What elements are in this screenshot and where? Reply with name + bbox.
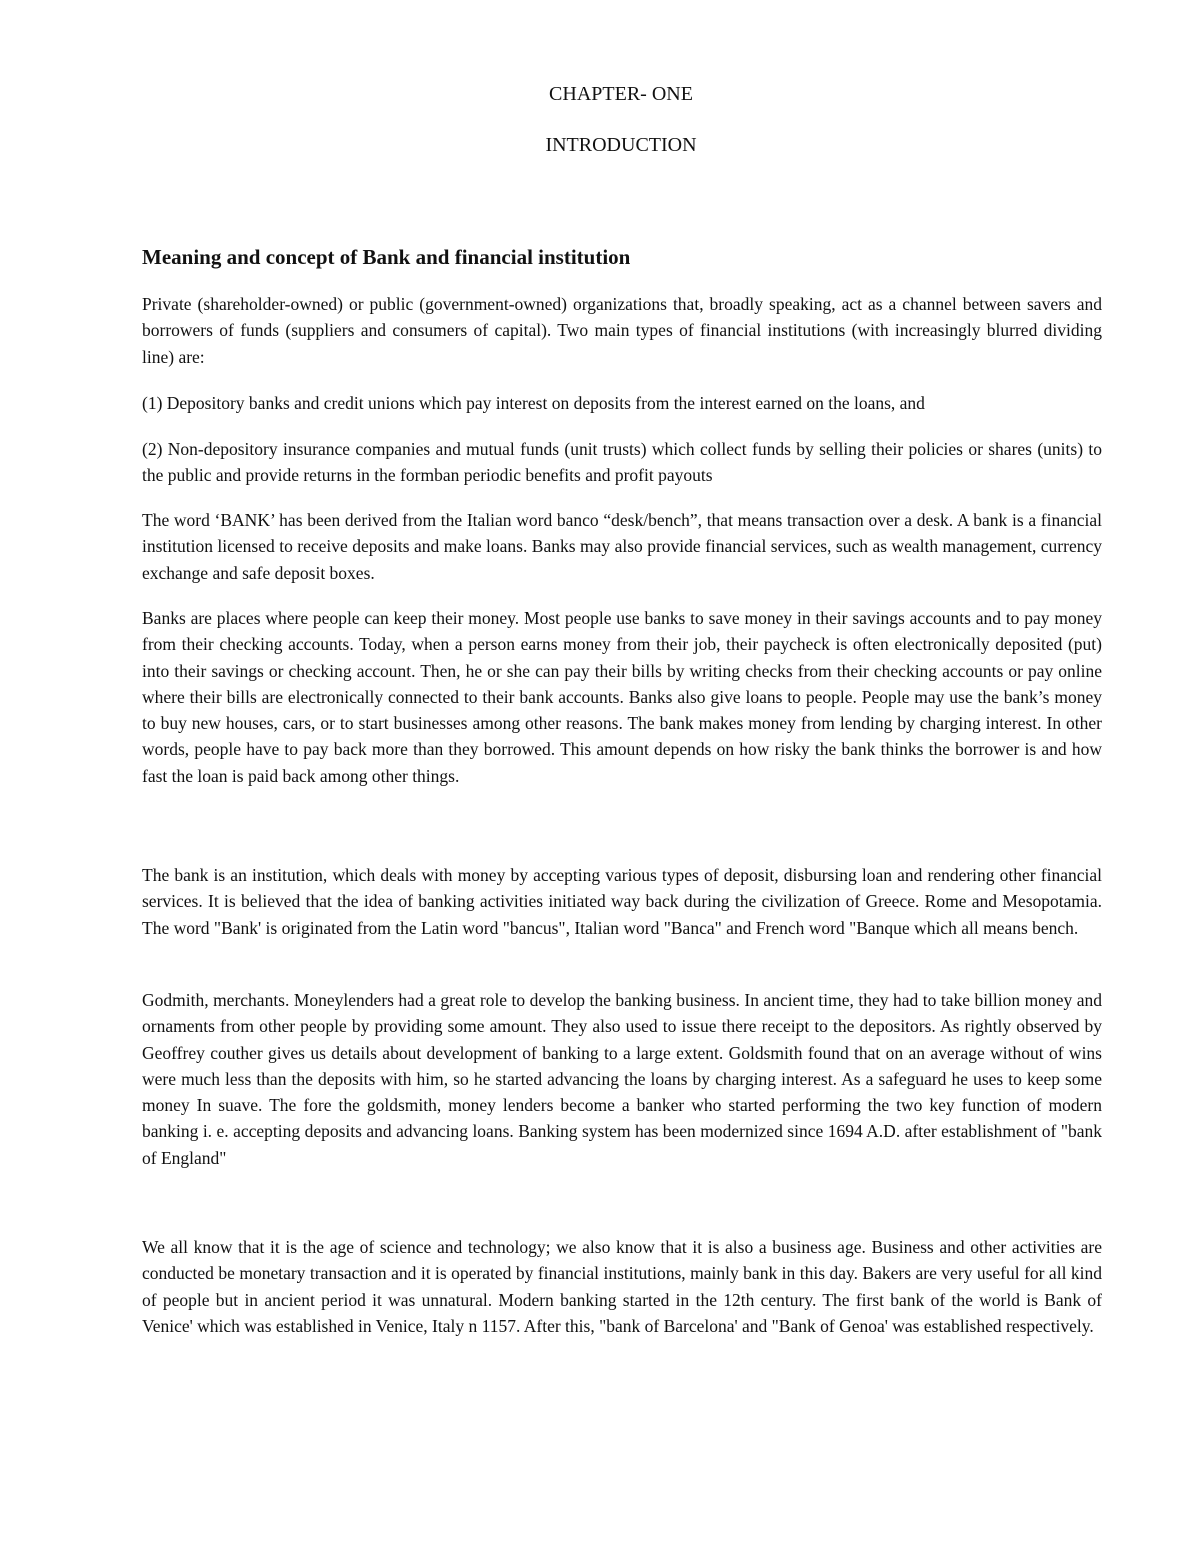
chapter-title: INTRODUCTION: [545, 134, 697, 156]
paragraph-business-age: We all know that it is the age of science and technology; we also know that it is also a business age. Business and other activities are conducted be monetary transaction and it is operated by financial institutions, mainly bank in this day. Bakers are very useful for all kind of people but in ancient period it was unnatural. Modern banking started in the 12th century. The first bank of the world is Bank of Venice' which was established in Venice, Italy n 1157. After this, "bank of Barcelona' and "Bank of Genoa' was established respectively.: [142, 1237, 1102, 1336]
paragraph-depository: (1) Depository banks and credit unions which pay interest on deposits from the interest earned on the loans, and: [142, 393, 925, 413]
paragraph-definition: Private (shareholder-owned) or public (government-owned) organizations that, broadly speaking, act as a channel between savers and borrowers of funds (suppliers and consumers of capital). Two main types of financial institutions (with increasingly blurred dividing line) are:: [142, 294, 1102, 367]
paragraph-word-bank: The word ‘BANK’ has been derived from the Italian word banco “desk/bench”, that means transaction over a desk. A bank is a financial institution licensed to receive deposits and make loans. Banks may also provide financial services, such as wealth management, currency exchange and safe deposit boxes.: [142, 510, 1102, 583]
section-heading: Meaning and concept of Bank and financial institution: [142, 245, 631, 269]
paragraph-goldsmith: Godmith, merchants. Moneylenders had a great role to develop the banking business. In ancient time, they had to take billion money and ornaments from other people by providing some amount. They also used to issue there receipt to the depositors. As rightly observed by Geoffrey couther gives us details about development of banking to a large extent. Goldsmith found that on an average without of wins were much less than the deposits with him, so he started advancing the loans by charging interest. As a safeguard he uses to keep some money In suave. The fore the goldsmith, money lenders become a banker who started performing the two key function of modern banking i. e. accepting deposits and advancing loans. Banking system has been modernized since 1694 A.D. after establishment of "bank of England": [142, 990, 1102, 1168]
paragraph-non-depository: (2) Non-depository insurance companies and mutual funds (unit trusts) which collect funds by selling their policies or shares (units) to the public and provide returns in the formban periodic benefits and profit payouts: [142, 439, 1102, 486]
paragraph-banks-places: Banks are places where people can keep their money. Most people use banks to save money in their savings accounts and to pay money from their checking accounts. Today, when a person earns money from their job, their paycheck is often electronically deposited (put) into their savings or checking account. Then, he or she can pay their bills by writing checks from their checking accounts or pay online where their bills are electronically connected to their bank accounts. Banks also give loans to people. People may use the bank’s money to buy new houses, cars, or to start businesses among other reasons. The bank makes money from lending by charging interest. In other words, people have to pay back more than they borrowed. This amount depends on how risky the bank thinks the borrower is and how fast the loan is paid back among other things.: [142, 608, 1102, 786]
chapter-label: CHAPTER- ONE: [549, 83, 693, 105]
paragraph-bank-institution: The bank is an institution, which deals with money by accepting various types of deposit, disbursing loan and rendering other financial services. It is believed that the idea of banking activities initiated way back during the civilization of Greece. Rome and Mesopotamia. The word "Bank' is originated from the Latin word "bancus", Italian word "Banca" and French word "Banque which all means bench.: [142, 865, 1102, 938]
